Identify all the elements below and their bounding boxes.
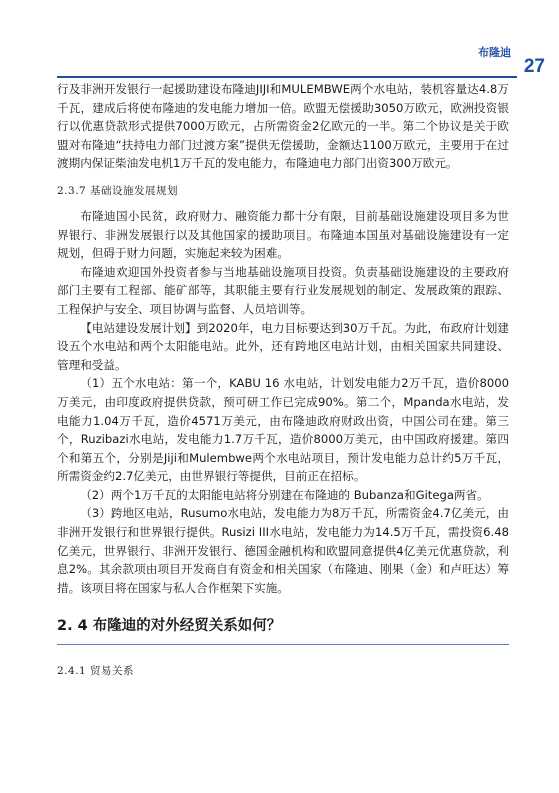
page-body xyxy=(57,80,509,687)
section-heading-2-4: 2. 4 布隆迪的对外经贸关系如何？ xyxy=(57,618,282,635)
section-divider xyxy=(57,644,509,645)
paragraph-hydro-stations: （1）五个水电站：第一个，KABU 16 水电站，计划发电能力2万千瓦，造价8000万美元，由印度政府提供贷款，预可研工作已完成90%。第二个，Mpanda水电站，发电能力1.04万千瓦，造价4571万美元，由布隆迪政府财政出资，中国公司在建。第三个，Ruzibazi水电站，发电能力1.7万千瓦，造价8000万美元，由中国政府援建。第四个和第五个，分别是Jiji和Mulembwe两个水电站项目，预计发电能力总计约5万千瓦，所需资金约2.7亿美元，由世界银行等提供，目前正在招标。 xyxy=(57,376,509,484)
paragraph-solar-stations: （2）两个1万千瓦的太阳能电站将分别建在布隆迪的 Bubanza和Gitega两省。 xyxy=(80,487,489,502)
section-heading-2-4-1: 2.4.1 贸易关系 xyxy=(57,665,135,678)
paragraph-continuation: 行及非洲开发银行一起援助建设布隆迪JIJI和MULEMBWE两个水电站，装机容量达4.8万千瓦，建成后将使布隆迪的发电能力增加一倍。欧盟无偿援助3050万欧元，欧洲投资银行以优惠贷款形式提供7000万欧元，占所需资金2亿欧元的一半。第二个协议是关于欧盟对布隆迪“扶持电力部门过渡方案”提供无偿援助，金额达1100万欧元，主要用于在过渡期内保证柴油发电机1万千瓦的发电能力，布隆迪电力部门出资300万欧元。 xyxy=(57,82,509,171)
section-heading-2-3-7: 2.3.7 基础设施发展规划 xyxy=(57,184,179,197)
paragraph-cross-region-stations: （3）跨地区电站，Rusumo水电站，发电能力为8万千瓦，所需资金4.7亿美元，由非洲开发银行和世界银行提供。Rusizi III水电站，发电能力为14.5万千瓦，需投资6.48亿美元，世界银行、非洲开发银行、德国金融机构和欧盟同意提供4亿美元优惠贷款，利息2%。其余款项由项目开发商自有资金和相关国家（布隆迪、刚果（金）和卢旺达）筹措。该项目将在国家与私人合作框架下实施。 xyxy=(57,506,509,595)
header-rule xyxy=(57,76,517,78)
paragraph-infrastructure-overview: 布隆迪国小民贫，政府财力、融资能力都十分有限，目前基础设施建设项目多为世界银行、非洲发展银行以及其他国家的援助项目。布隆迪本国虽对基础设施建设有一定规划，但碍于财力问题，实施起来较为困难。 xyxy=(57,208,509,261)
paragraph-power-plan: 【电站建设发展计划】到2020年，电力目标要达到30万千瓦。为此，布政府计划建设五个水电站和两个太阳能电站。此外，还有跨地区电站计划，由相关国家共同建设、管理和受益。 xyxy=(57,320,509,372)
paragraph-foreign-investment: 布隆迪欢迎国外投资者参与当地基础设施项目投资。负责基础设施建设的主要政府部门主要有工程部、能矿部等，其职能主要有行业发展规划的制定、发展政策的跟踪、工程保护与安全、项目协调与监督、人员培训等。 xyxy=(57,264,509,316)
page-number: 27 xyxy=(523,56,545,77)
running-header-label: 布隆迪 xyxy=(478,46,511,59)
